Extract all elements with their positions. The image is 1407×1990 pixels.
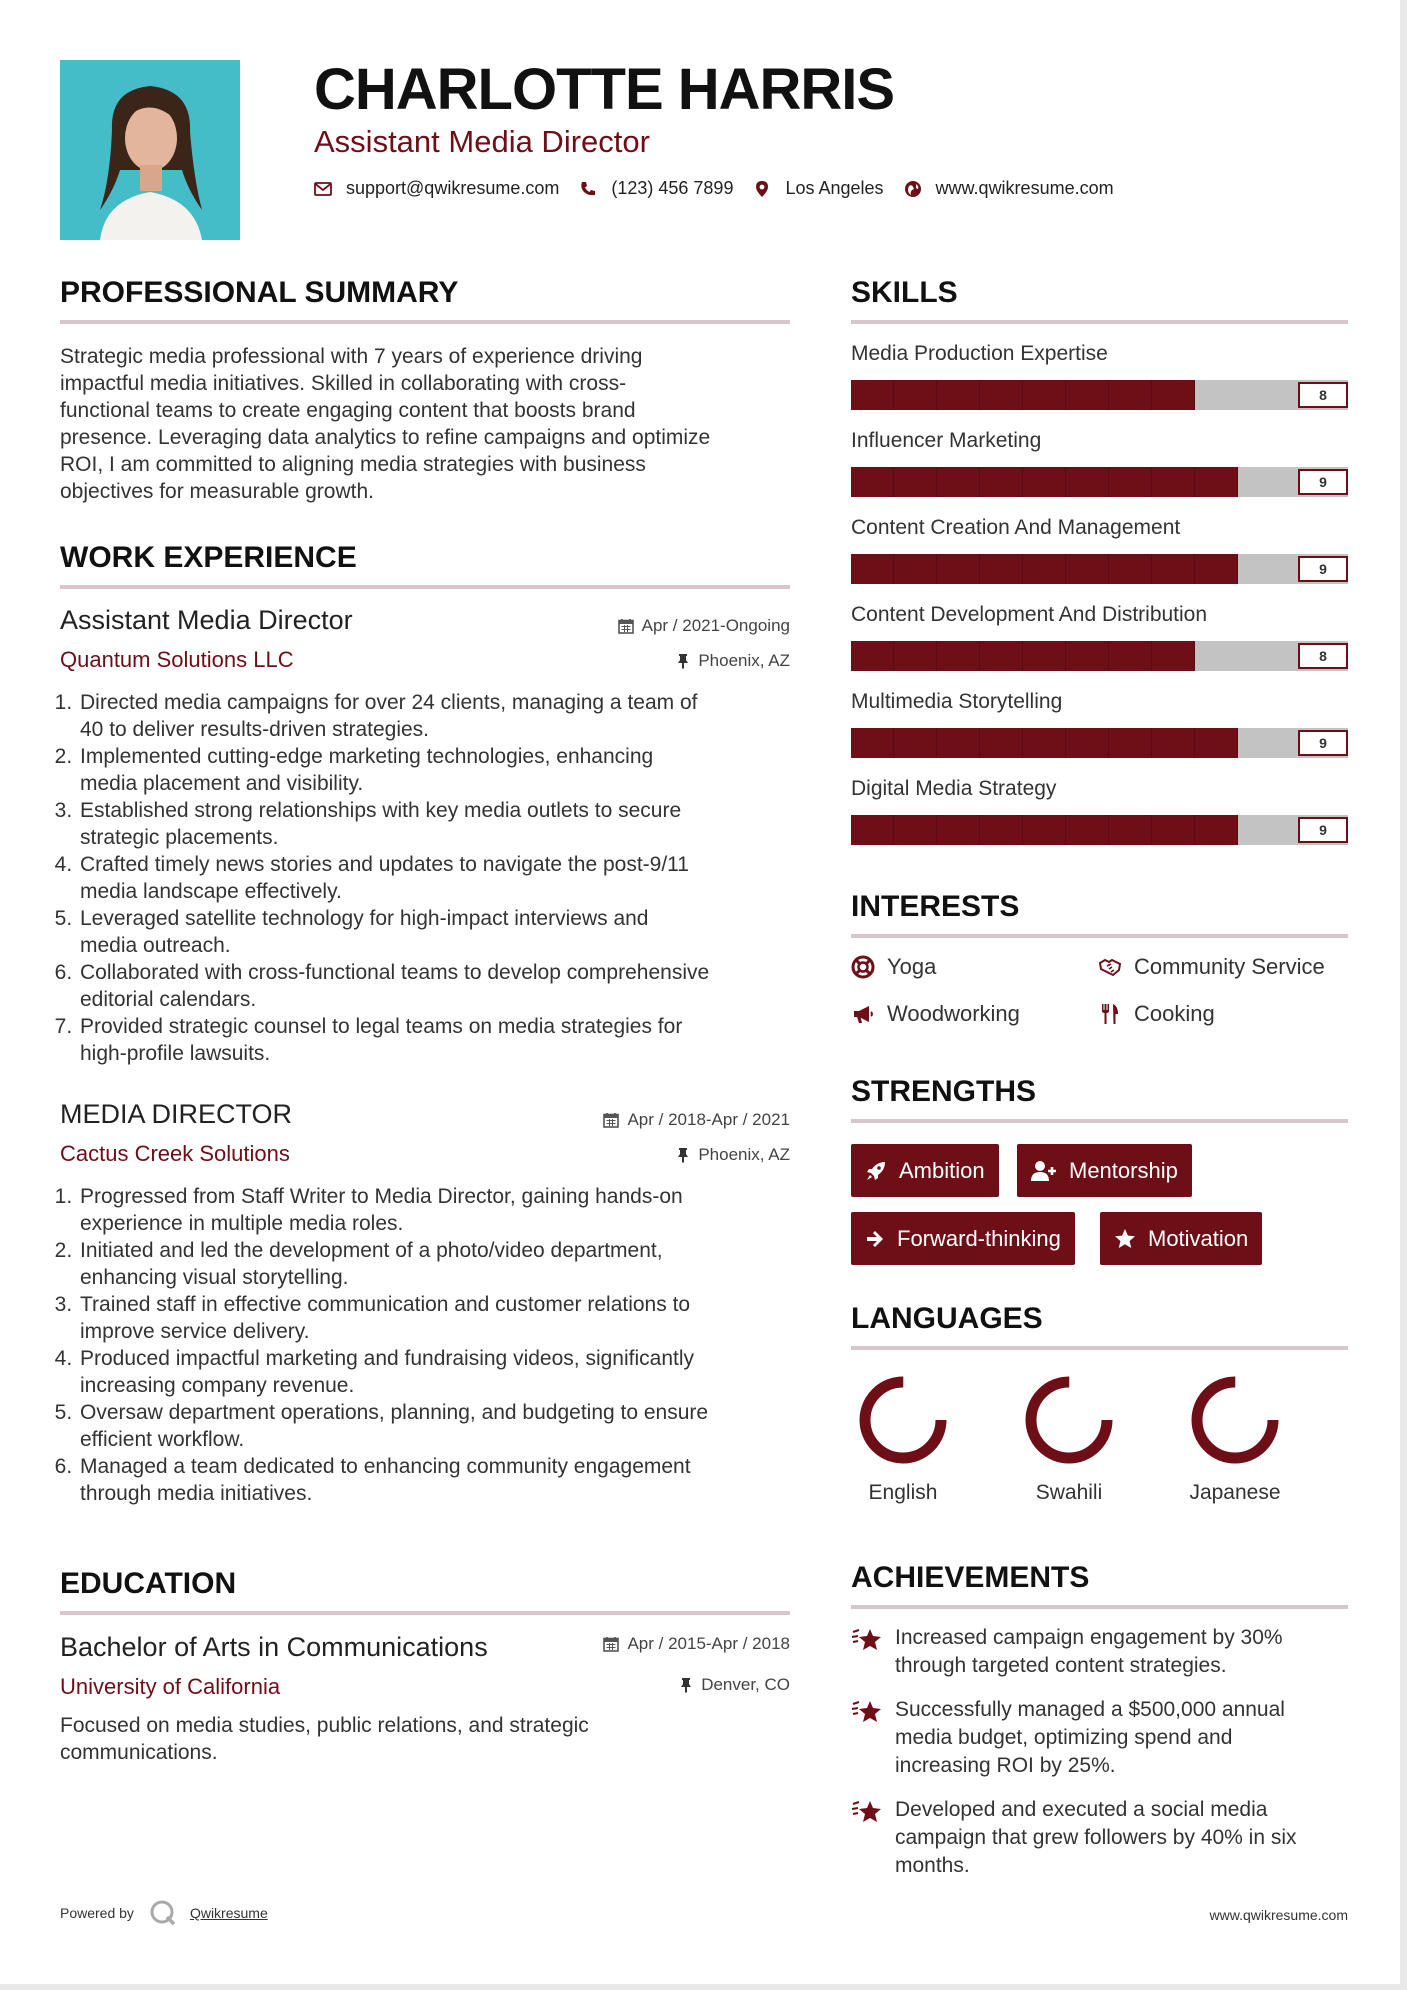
strength-chip-mentorship xyxy=(1017,1144,1192,1197)
list-item: 6. Collaborated with cross-functional teams to develop comprehensive editorial calendars. xyxy=(78,959,810,1013)
skill-bar-segment xyxy=(1023,380,1066,410)
skill-bar-segment xyxy=(980,554,1023,584)
skills-divider xyxy=(851,320,1348,324)
interest-label: Yoga xyxy=(887,954,937,979)
job-location xyxy=(480,651,790,671)
language-label: English xyxy=(868,1481,938,1504)
skill-bar-segment xyxy=(937,815,980,845)
pushpin-icon xyxy=(676,1147,690,1163)
interest-label: Cooking xyxy=(1134,1001,1215,1026)
summary-heading: PROFESSIONAL SUMMARY xyxy=(60,276,459,309)
job-location-text: Phoenix, AZ xyxy=(698,651,790,670)
skill-bar-segment xyxy=(1109,380,1152,410)
interests-divider xyxy=(851,934,1348,938)
skill-bar-segment xyxy=(937,467,980,497)
skill-bar-segment xyxy=(1152,554,1195,584)
candidate-name: CHARLOTTE HARRIS xyxy=(314,57,895,122)
strengths-divider xyxy=(851,1119,1348,1123)
school-name: University of California xyxy=(60,1674,281,1699)
skill-bar-segment xyxy=(1109,641,1152,671)
strength-label: Motivation xyxy=(1148,1225,1249,1251)
skill-bar-segment xyxy=(937,380,980,410)
skill-score-badge: 9 xyxy=(1298,469,1348,495)
job-dates xyxy=(480,616,790,636)
skill-bar-segment xyxy=(1152,728,1195,758)
language-item xyxy=(838,1370,968,1505)
language-proficiency-arc xyxy=(1197,1382,1273,1458)
list-item: 3. Trained staff in effective communication and customer relations to improve service delivery. xyxy=(78,1291,810,1345)
education-line: Focused on media studies, public relations, and strategic xyxy=(60,1714,589,1737)
skill-bar-segment xyxy=(1152,380,1195,410)
languages-heading: LANGUAGES xyxy=(851,1302,1043,1335)
skill-bar-segment xyxy=(1066,815,1109,845)
skill-label: Content Creation And Management xyxy=(851,516,1181,539)
company-name: Cactus Creek Solutions xyxy=(60,1141,290,1166)
strength-label: Mentorship xyxy=(1069,1157,1178,1183)
interest-label: Community Service xyxy=(1134,954,1325,979)
job-dates-text: Apr / 2021-Ongoing xyxy=(641,616,790,635)
skill-bar-segment xyxy=(1152,641,1195,671)
skill-bar-segment xyxy=(851,554,894,584)
calendar-icon xyxy=(618,618,634,634)
summary-line: Strategic media professional with 7 years of experience driving xyxy=(60,345,643,368)
achievement-item xyxy=(851,1796,1297,1880)
lifebuoy-icon xyxy=(851,955,875,979)
achievement-line: through targeted content strategies. xyxy=(895,1654,1227,1677)
skill-bar-segment xyxy=(1109,728,1152,758)
skill-bar-segment xyxy=(1109,467,1152,497)
list-item: 5. Leveraged satellite technology for high-impact interviews and media outreach. xyxy=(78,905,810,959)
achievements-heading: ACHIEVEMENTS xyxy=(851,1561,1090,1594)
interest-item-cooking xyxy=(1098,1001,1215,1027)
skill-bar xyxy=(851,554,1348,584)
language-proficiency-ring xyxy=(1004,1370,1134,1470)
list-item: 2. Initiated and led the development of a photo/video department, enhancing visual storytelling. xyxy=(78,1237,810,1291)
list-item: 4. Produced impactful marketing and fundraising videos, significantly increasing company revenue. xyxy=(78,1345,810,1399)
skill-bar-segment xyxy=(1023,554,1066,584)
star-badge-icon xyxy=(851,1626,885,1656)
skill-bar xyxy=(851,815,1348,845)
skill-bar-segment xyxy=(1152,815,1195,845)
job-duties-list xyxy=(60,1183,810,1507)
arrow-right-icon xyxy=(865,1229,885,1249)
footer-website[interactable]: www.qwikresume.com xyxy=(1209,1907,1348,1923)
company-name: Quantum Solutions LLC xyxy=(60,647,294,672)
summary-line: ROI, I am committed to aligning media strategies with business xyxy=(60,453,646,476)
pushpin-icon xyxy=(676,653,690,669)
achievements-divider xyxy=(851,1605,1348,1609)
skill-bar-segment xyxy=(894,728,937,758)
phone-icon xyxy=(579,180,597,198)
skill-bar-segment xyxy=(894,815,937,845)
education-divider xyxy=(60,1611,790,1615)
education-dates-text: Apr / 2015-Apr / 2018 xyxy=(627,1634,790,1653)
job-dates-text: Apr / 2018-Apr / 2021 xyxy=(627,1110,790,1129)
skill-bar xyxy=(851,728,1348,758)
user-plus-icon xyxy=(1031,1160,1057,1182)
skill-label: Digital Media Strategy xyxy=(851,777,1057,800)
qwikresume-logo-icon xyxy=(148,1898,178,1928)
skill-bar-segment xyxy=(1023,728,1066,758)
interests-heading: INTERESTS xyxy=(851,890,1020,923)
education-location xyxy=(480,1675,790,1695)
achievement-line: campaign that grew followers by 40% in six xyxy=(895,1826,1297,1849)
education-description xyxy=(60,1712,800,1766)
skill-bar-segment xyxy=(1152,467,1195,497)
skill-label: Media Production Expertise xyxy=(851,342,1108,365)
star-badge-icon xyxy=(851,1698,885,1728)
list-item: 6. Managed a team dedicated to enhancing community engagement through media initiatives. xyxy=(78,1453,810,1507)
skill-bar-segment xyxy=(980,380,1023,410)
education-heading: EDUCATION xyxy=(60,1567,237,1600)
interest-item-yoga xyxy=(851,954,936,980)
summary-line: functional teams to create engaging content that boosts brand xyxy=(60,399,636,422)
summary-line: impactful media initiatives. Skilled in collaborating with cross- xyxy=(60,372,627,395)
skill-bar-segment xyxy=(1109,554,1152,584)
skill-score-badge: 9 xyxy=(1298,730,1348,756)
envelope-icon xyxy=(314,180,332,198)
education-line: communications. xyxy=(60,1741,218,1764)
skill-bar-segment xyxy=(1195,815,1238,845)
job-dates xyxy=(480,1110,790,1130)
achievement-line: media budget, optimizing spend and xyxy=(895,1726,1233,1749)
qwikresume-link[interactable]: Qwikresume xyxy=(189,1905,268,1921)
education-location-text: Denver, CO xyxy=(701,1675,790,1694)
skill-bar-segment xyxy=(894,641,937,671)
interest-label: Woodworking xyxy=(887,1001,1020,1026)
summary-line: presence. Leveraging data analytics to refine campaigns and optimize xyxy=(60,426,711,449)
skill-bar xyxy=(851,380,1348,410)
list-item: 1. Directed media campaigns for over 24 clients, managing a team of 40 to deliver results-driven strategies. xyxy=(78,689,810,743)
job-title: MEDIA DIRECTOR xyxy=(60,1099,293,1129)
achievement-line: Increased campaign engagement by 30% xyxy=(895,1626,1283,1649)
language-proficiency-arc xyxy=(865,1382,941,1458)
contact-website[interactable]: www.qwikresume.com xyxy=(935,178,1114,198)
skill-score-badge: 8 xyxy=(1298,643,1348,669)
strength-chip-forward-thinking xyxy=(851,1212,1075,1265)
job-location xyxy=(480,1145,790,1165)
languages-divider xyxy=(851,1346,1348,1350)
skill-bar-segment xyxy=(937,641,980,671)
experience-heading: WORK EXPERIENCE xyxy=(60,541,357,574)
summary-line: objectives for measurable growth. xyxy=(60,480,374,503)
powered-by-label: Powered by xyxy=(60,1905,134,1921)
pushpin-icon xyxy=(679,1677,693,1693)
skill-label: Influencer Marketing xyxy=(851,429,1042,452)
achievement-line: Successfully managed a $500,000 annual xyxy=(895,1698,1285,1721)
degree-title: Bachelor of Arts in Communications xyxy=(60,1632,488,1662)
skill-bar xyxy=(851,467,1348,497)
language-item xyxy=(1004,1370,1134,1505)
skill-bar-segment xyxy=(980,467,1023,497)
language-label: Japanese xyxy=(1189,1481,1281,1504)
summary-divider xyxy=(60,320,790,324)
list-item: 7. Provided strategic counsel to legal teams on media strategies for high-profile lawsuits. xyxy=(78,1013,810,1067)
candidate-title: Assistant Media Director xyxy=(314,124,650,159)
skill-bar-segment xyxy=(894,467,937,497)
skill-bar-segment xyxy=(980,728,1023,758)
skill-bar-segment xyxy=(851,641,894,671)
globe-icon xyxy=(904,180,922,198)
utensils-icon xyxy=(1098,1002,1122,1026)
skill-bar-segment xyxy=(894,554,937,584)
map-pin-icon xyxy=(753,180,771,198)
experience-divider xyxy=(60,585,790,589)
skill-bar-segment xyxy=(1023,815,1066,845)
contact-location: Los Angeles xyxy=(785,178,884,198)
skill-bar-segment xyxy=(851,380,894,410)
skill-bar-segment xyxy=(937,728,980,758)
skill-bar-segment xyxy=(1066,467,1109,497)
skill-bar-segment xyxy=(1066,728,1109,758)
skill-bar-segment xyxy=(1066,641,1109,671)
skill-bar-segment xyxy=(851,728,894,758)
list-item: 2. Implemented cutting-edge marketing technologies, enhancing media placement and visibility. xyxy=(78,743,810,797)
skill-bar-segment xyxy=(980,641,1023,671)
skill-label: Multimedia Storytelling xyxy=(851,690,1063,713)
star-badge-icon xyxy=(851,1798,885,1828)
language-proficiency-ring xyxy=(1170,1370,1300,1470)
list-item: 3. Established strong relationships with key media outlets to secure strategic placements. xyxy=(78,797,810,851)
skill-score-badge: 9 xyxy=(1298,817,1348,843)
job-title: Assistant Media Director xyxy=(60,605,353,635)
language-label: Swahili xyxy=(1035,1481,1103,1504)
achievement-line: increasing ROI by 25%. xyxy=(895,1754,1116,1777)
skill-bar-segment xyxy=(1195,554,1238,584)
achievement-item xyxy=(851,1624,1283,1680)
rocket-icon xyxy=(865,1160,887,1182)
contact-email[interactable]: support@qwikresume.com xyxy=(346,178,560,198)
language-proficiency-ring xyxy=(838,1370,968,1470)
contact-phone: (123) 456 7899 xyxy=(611,178,734,198)
job-duties-list xyxy=(60,689,810,1067)
strength-chip-motivation xyxy=(1100,1212,1262,1265)
strength-label: Ambition xyxy=(899,1157,985,1183)
strength-label: Forward-thinking xyxy=(897,1225,1061,1251)
skill-bar-segment xyxy=(1109,815,1152,845)
skill-label: Content Development And Distribution xyxy=(851,603,1208,626)
education-dates xyxy=(480,1634,790,1654)
list-item: 1. Progressed from Staff Writer to Media Director, gaining hands-on experience in multiple media roles. xyxy=(78,1183,810,1237)
strengths-heading: STRENGTHS xyxy=(851,1075,1037,1108)
language-proficiency-arc xyxy=(1031,1382,1107,1458)
skill-bar-segment xyxy=(1066,554,1109,584)
contact-row xyxy=(314,178,1134,199)
achievement-line: months. xyxy=(895,1854,970,1877)
strength-chip-ambition xyxy=(851,1144,999,1197)
skill-bar-segment xyxy=(1195,467,1238,497)
calendar-icon xyxy=(603,1636,619,1652)
interest-item-woodworking xyxy=(851,1001,1020,1027)
skill-bar-segment xyxy=(980,815,1023,845)
skill-bar-segment xyxy=(1023,641,1066,671)
star-icon xyxy=(1114,1228,1136,1250)
profile-photo xyxy=(60,60,240,240)
skill-score-badge: 8 xyxy=(1298,382,1348,408)
interest-item-community-service xyxy=(1098,954,1325,980)
skill-bar-segment xyxy=(851,815,894,845)
skill-bar-segment xyxy=(937,554,980,584)
footer-powered-by xyxy=(60,1898,268,1928)
skill-bar-segment xyxy=(851,467,894,497)
handshake-icon xyxy=(1098,955,1122,979)
language-item xyxy=(1170,1370,1300,1505)
skill-bar-segment xyxy=(1195,728,1238,758)
skill-bar-segment xyxy=(894,380,937,410)
skill-bar xyxy=(851,641,1348,671)
skill-bar-segment xyxy=(1066,380,1109,410)
list-item: 4. Crafted timely news stories and updates to navigate the post-9/11 media landscape effectively. xyxy=(78,851,810,905)
summary-text xyxy=(60,343,800,505)
list-item: 5. Oversaw department operations, planning, and budgeting to ensure efficient workflow. xyxy=(78,1399,810,1453)
calendar-icon xyxy=(603,1112,619,1128)
skill-bar-segment xyxy=(1023,467,1066,497)
skill-score-badge: 9 xyxy=(1298,556,1348,582)
achievement-item xyxy=(851,1696,1285,1780)
megaphone-icon xyxy=(851,1002,875,1026)
achievement-line: Developed and executed a social media xyxy=(895,1798,1268,1821)
skills-heading: SKILLS xyxy=(851,276,958,309)
job-location-text: Phoenix, AZ xyxy=(698,1145,790,1164)
